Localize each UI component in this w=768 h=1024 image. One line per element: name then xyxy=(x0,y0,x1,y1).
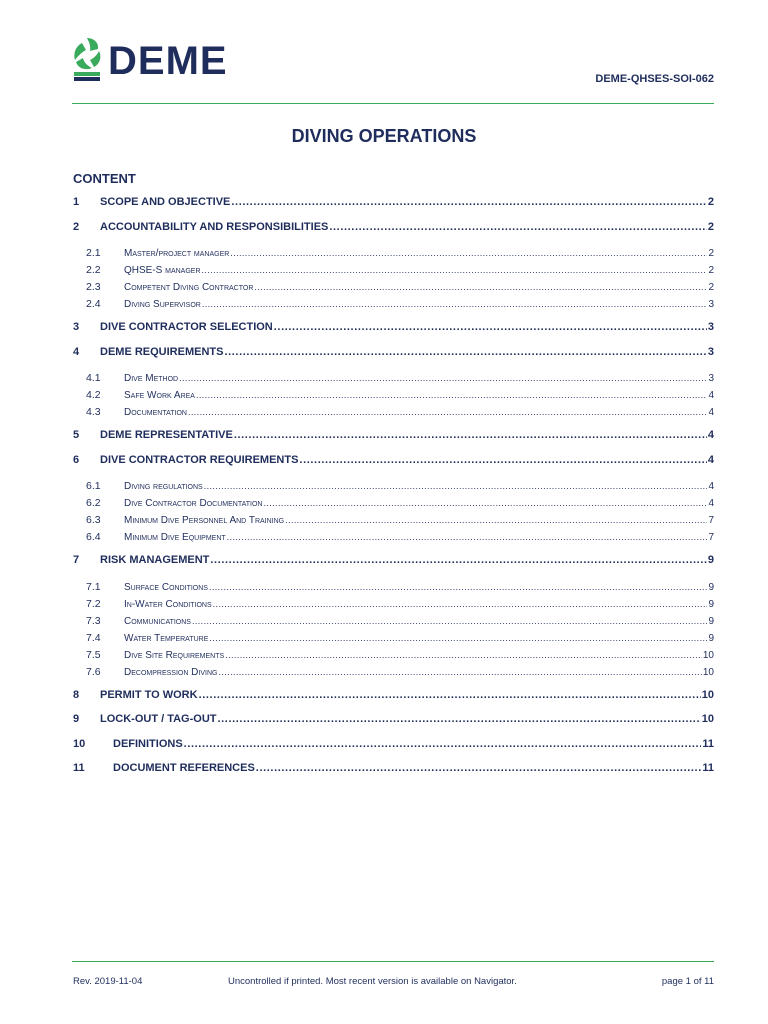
toc-page: 7 xyxy=(708,515,714,526)
toc-page: 11 xyxy=(702,737,714,750)
toc-page: 4 xyxy=(708,481,714,492)
toc-label: ACCOUNTABILITY AND RESPONSIBILITIES xyxy=(100,220,329,233)
toc-label: DEME REPRESENTATIVE xyxy=(100,429,233,441)
toc-page: 10 xyxy=(702,649,714,661)
toc-subentry[interactable] xyxy=(72,406,714,423)
toc-label: In-Water Conditions xyxy=(124,598,212,610)
document-title: DIVING OPERATIONS xyxy=(291,126,477,146)
toc-leader xyxy=(299,454,706,466)
toc-page: 9 xyxy=(708,632,714,644)
toc-label: Competent Diving Contractor xyxy=(124,282,254,293)
toc-label: Diving regulations xyxy=(124,481,203,492)
toc-label: DEFINITIONS xyxy=(113,737,183,750)
toc-number: 3 xyxy=(73,321,80,333)
toc-entry[interactable] xyxy=(72,454,714,479)
toc-label: Minimum Dive Equipment xyxy=(124,532,226,543)
toc-subentry[interactable] xyxy=(72,247,714,264)
toc-page: 2 xyxy=(707,196,714,208)
toc-number: 9 xyxy=(73,713,80,725)
toc-leader xyxy=(218,713,701,725)
toc-subentry[interactable] xyxy=(72,649,714,666)
toc-entry[interactable] xyxy=(72,221,714,246)
toc-leader xyxy=(213,599,708,609)
toc-leader xyxy=(230,248,707,258)
toc-number: 6.4 xyxy=(86,531,101,543)
toc-page: 3 xyxy=(708,373,714,384)
brand-wordmark: DEME xyxy=(108,39,228,83)
toc-label: Minimum Dive Personnel And Training xyxy=(124,515,285,526)
toc-entry[interactable] xyxy=(72,196,714,221)
toc-page: 3 xyxy=(708,299,714,310)
toc-label: Diving Supervisor xyxy=(124,299,201,310)
toc-subentry[interactable] xyxy=(72,372,714,389)
toc-number: 7.6 xyxy=(86,665,101,678)
toc-leader xyxy=(209,633,707,643)
footer-divider xyxy=(72,961,714,962)
toc-number: 4 xyxy=(73,345,80,358)
toc-leader xyxy=(274,321,707,333)
toc-subentry[interactable] xyxy=(72,531,714,548)
toc-leader xyxy=(224,346,706,358)
toc-number: 6.3 xyxy=(86,514,101,526)
toc-page: 3 xyxy=(707,321,714,333)
toc-label: DOCUMENT REFERENCES xyxy=(113,762,255,774)
toc-number: 7 xyxy=(73,554,80,566)
toc-subentry[interactable] xyxy=(72,514,714,531)
toc-subentry[interactable] xyxy=(72,666,714,683)
toc-subentry[interactable] xyxy=(72,497,714,514)
toc-number: 7.2 xyxy=(86,597,101,610)
toc-leader xyxy=(231,196,706,208)
toc-page: 10 xyxy=(701,688,714,701)
toc-page: 4 xyxy=(708,498,714,509)
company-logo xyxy=(72,36,252,84)
toc-leader xyxy=(227,532,708,542)
toc-number: 2.3 xyxy=(86,281,101,293)
toc-leader xyxy=(196,390,707,400)
toc-entry[interactable] xyxy=(72,429,714,454)
uncontrolled-note: Uncontrolled if printed. Most recent version is available on Navigator. xyxy=(228,976,517,987)
toc-leader xyxy=(184,738,702,750)
toc-number: 7.5 xyxy=(86,648,101,661)
toc-entry[interactable] xyxy=(72,689,714,714)
toc-leader xyxy=(204,481,708,491)
toc-page: 9 xyxy=(707,554,714,566)
toc-leader xyxy=(285,515,707,525)
toc-page: 10 xyxy=(702,666,714,678)
toc-subentry[interactable] xyxy=(72,298,714,315)
toc-leader xyxy=(199,689,701,701)
toc-number: 5 xyxy=(73,429,80,441)
toc-number: 6.1 xyxy=(86,480,101,492)
toc-number: 2.4 xyxy=(86,298,101,310)
toc-subentry[interactable] xyxy=(72,389,714,406)
toc-number: 7.1 xyxy=(86,580,101,593)
toc-leader xyxy=(254,282,707,292)
toc-label: LOCK-OUT / TAG-OUT xyxy=(100,713,217,725)
toc-page: 4 xyxy=(707,429,714,441)
toc-label: Safe Work Area xyxy=(124,390,195,401)
toc-leader xyxy=(263,498,707,508)
toc-page: 10 xyxy=(701,713,714,725)
toc-page: 11 xyxy=(702,762,714,774)
toc-subentry[interactable] xyxy=(72,281,714,298)
toc-label: DIVE CONTRACTOR SELECTION xyxy=(100,321,273,333)
toc-page: 4 xyxy=(708,407,714,418)
toc-entry[interactable] xyxy=(72,346,714,371)
toc-page: 4 xyxy=(708,390,714,401)
toc-leader xyxy=(210,554,706,566)
toc-label: Master/project manager xyxy=(124,248,230,259)
toc-label: SCOPE AND OBJECTIVE xyxy=(100,196,231,208)
toc-number: 4.1 xyxy=(86,372,101,384)
toc-leader xyxy=(179,373,707,383)
toc-number: 1 xyxy=(73,196,80,208)
toc-page: 2 xyxy=(708,248,714,259)
content-heading: CONTENT xyxy=(73,171,136,186)
toc-leader xyxy=(209,582,707,592)
toc-number: 6.2 xyxy=(86,497,101,509)
toc-label: Communications xyxy=(124,615,191,627)
toc-subentry[interactable] xyxy=(72,598,714,615)
toc-page: 9 xyxy=(708,598,714,610)
toc-label: Dive Site Requirements xyxy=(124,649,225,661)
toc-number: 6 xyxy=(73,453,80,466)
toc-entry[interactable] xyxy=(72,762,714,787)
toc-number: 4.3 xyxy=(86,406,101,418)
toc-page: 4 xyxy=(707,453,714,466)
toc-number: 2.2 xyxy=(86,264,101,276)
table-of-contents xyxy=(72,196,714,787)
toc-leader xyxy=(234,429,707,441)
toc-number: 7.4 xyxy=(86,631,101,644)
toc-label: RISK MANAGEMENT xyxy=(100,554,210,566)
page-header xyxy=(72,36,714,104)
toc-number: 2.1 xyxy=(86,247,101,259)
page-number: page 1 of 11 xyxy=(661,976,714,987)
toc-number: 7.3 xyxy=(86,614,101,627)
deme-pinwheel-icon xyxy=(72,36,106,82)
toc-leader xyxy=(218,667,701,677)
document-reference: DEME-QHSES-SOI-062 xyxy=(595,73,714,85)
toc-label: DEME REQUIREMENTS xyxy=(100,345,224,358)
toc-label: DIVE CONTRACTOR REQUIREMENTS xyxy=(100,453,299,466)
revision-date: Rev. 2019-11-04 xyxy=(73,976,143,987)
toc-page: 9 xyxy=(708,615,714,627)
toc-number: 11 xyxy=(73,762,85,774)
toc-leader xyxy=(225,650,702,660)
toc-entry[interactable] xyxy=(72,321,714,346)
toc-subentry[interactable] xyxy=(72,581,714,598)
toc-page: 9 xyxy=(708,581,714,593)
toc-leader xyxy=(202,299,708,309)
toc-number: 4.2 xyxy=(86,389,101,401)
toc-entry[interactable] xyxy=(72,738,714,763)
toc-page: 2 xyxy=(708,265,714,276)
toc-entry[interactable] xyxy=(72,554,714,579)
toc-leader xyxy=(329,221,707,233)
toc-label: Dive Contractor Documentation xyxy=(124,498,263,509)
toc-subentry[interactable] xyxy=(72,264,714,281)
toc-leader xyxy=(188,407,707,417)
toc-page: 2 xyxy=(708,282,714,293)
toc-subentry[interactable] xyxy=(72,480,714,497)
page-footer xyxy=(72,976,714,990)
toc-subentry[interactable] xyxy=(72,632,714,649)
toc-subentry[interactable] xyxy=(72,615,714,632)
toc-leader xyxy=(202,265,708,275)
toc-label: QHSE-S manager xyxy=(124,265,201,276)
toc-label: PERMIT TO WORK xyxy=(100,688,198,701)
toc-label: Documentation xyxy=(124,407,187,418)
toc-label: Decompression Diving xyxy=(124,666,218,678)
toc-label: Dive Method xyxy=(124,373,179,384)
toc-number: 10 xyxy=(73,737,86,750)
toc-entry[interactable] xyxy=(72,713,714,738)
header-divider xyxy=(72,103,714,104)
toc-leader xyxy=(192,616,707,626)
toc-number: 8 xyxy=(73,688,80,701)
toc-label: Water Temperature xyxy=(124,632,209,644)
toc-number: 2 xyxy=(73,220,80,233)
toc-page: 7 xyxy=(708,532,714,543)
toc-page: 2 xyxy=(707,220,714,233)
toc-page: 3 xyxy=(707,345,714,358)
toc-leader xyxy=(256,762,702,774)
toc-label: Surface Conditions xyxy=(124,581,208,593)
